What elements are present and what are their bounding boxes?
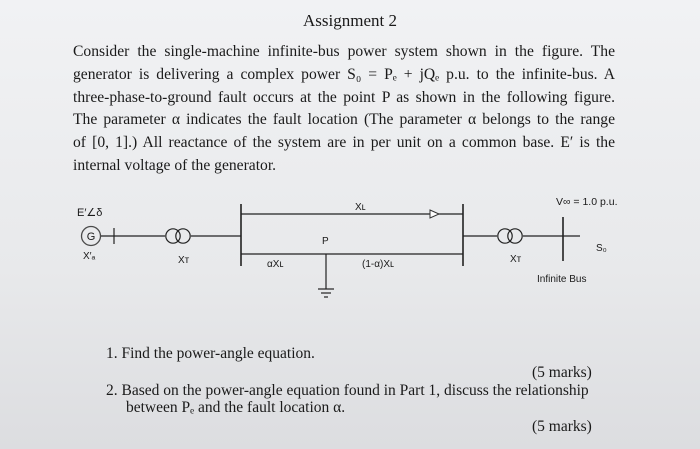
line-right-segment-label: (1-α)Xʟ [362,259,395,270]
question-2-marks: (5 marks) [532,418,592,435]
statement-line: generator is delivering a complex power S₀ = Pₑ + jQₑ p.u. to the infinite-bus. A [73,65,615,83]
transformer-right-label: Xᴛ [510,254,522,265]
question-2: 2. Based on the power-angle equation found in Part 1, discuss the relationship [106,382,589,399]
transformer-left-label: Xᴛ [178,255,190,266]
line-top-label: Xʟ [355,202,366,213]
fault-point-label: P [322,236,329,247]
statement-line: of [0, 1].) All reactance of the system are in per unit on a common base. E′ is the [73,134,615,152]
transformer-right [498,229,522,243]
assignment-title: Assignment 2 [303,11,397,30]
question-1-marks: (5 marks) [532,364,592,381]
transformer-left [166,229,190,243]
complex-power-label: S₀ [596,243,607,254]
statement-line: three-phase-to-ground fault occurs at the point P as shown in the following figure. [73,88,615,106]
generator-symbol [82,227,101,246]
arrow-icon [430,210,439,218]
question-1: 1. Find the power-angle equation. [106,345,315,362]
infinite-bus-label: Infinite Bus [537,274,587,285]
line-left-segment-label: αXʟ [267,259,284,270]
generator-letter: G [86,231,96,243]
statement-line: The parameter α indicates the fault location (The parameter α belongs to the range [73,111,615,129]
infinite-bus-voltage: V∞ = 1.0 p.u. [556,196,618,208]
question-2-continued: between Pₑ and the fault location α. [126,399,346,416]
generator-reactance-label: X′ₐ [83,251,96,262]
statement-line: internal voltage of the generator. [73,156,277,174]
generator-voltage-label: E′∠δ [77,207,103,219]
statement-line: Consider the single-machine infinite-bus power system shown in the figure. The [73,43,615,60]
fault-ground-symbol [318,254,334,297]
